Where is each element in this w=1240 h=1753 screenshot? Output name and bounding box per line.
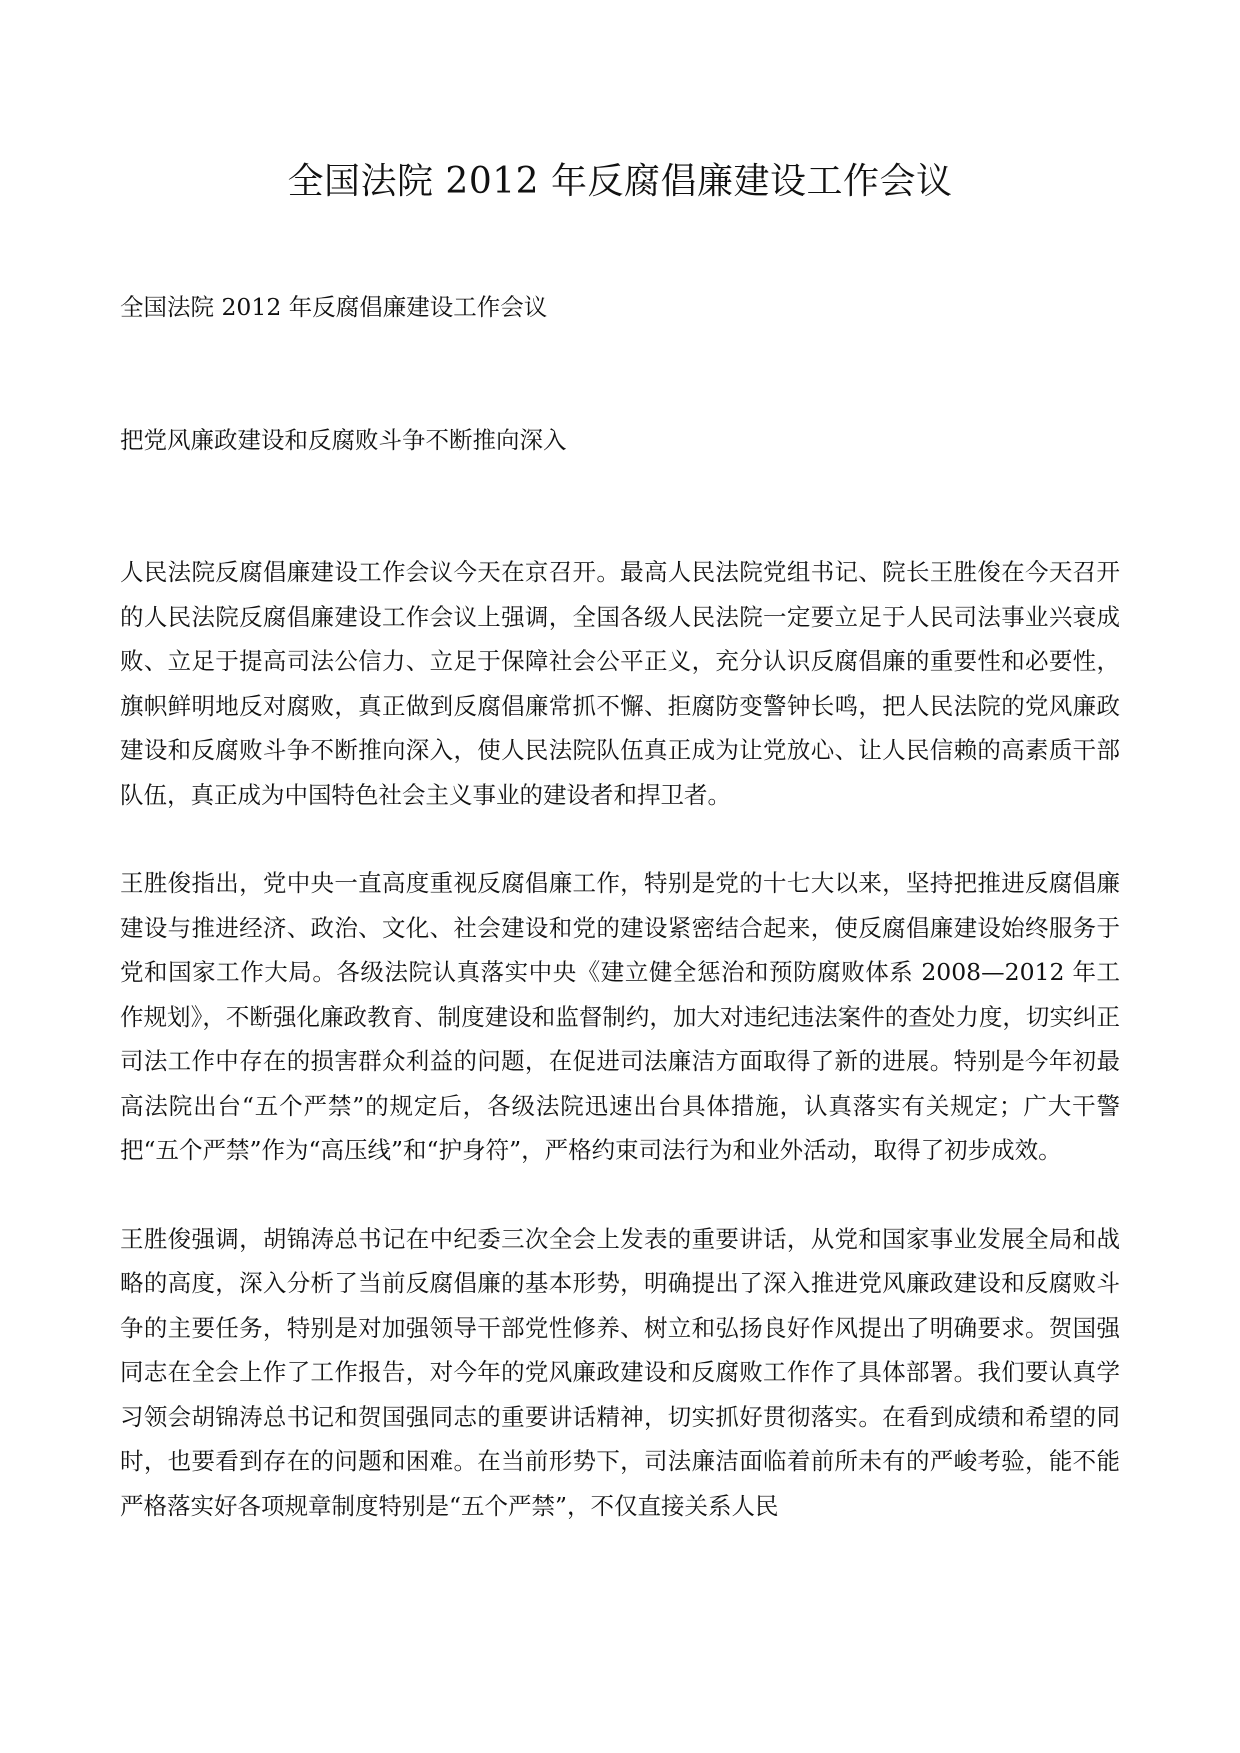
section-heading: 把党风廉政建设和反腐败斗争不断推向深入 bbox=[120, 425, 567, 454]
paragraph-1: 人民法院反腐倡廉建设工作会议今天在京召开。最高人民法院党组书记、院长王胜俊在今天召开的人民法院反腐倡廉建设工作会议上强调，全国各级人民法院一定要立足于人民司法事业兴衰成败、立足于提高司法公信力、立足于保障社会公平正义，充分认识反腐倡廉的重要性和必要性，旗帜鲜明地反对腐败，真正做到反腐倡廉常抓不懈、拒腐防变警钟长鸣，把人民法院的党风廉政建设和反腐败斗争不断推向深入，使人民法院队伍真正成为让党放心、让人民信赖的高素质干部队伍，真正成为中国特色社会主义事业的建设者和捍卫者。 bbox=[120, 558, 1120, 809]
paragraph-2: 王胜俊指出，党中央一直高度重视反腐倡廉工作，特别是党的十七大以来，坚持把推进反腐倡廉建设与推进经济、政治、文化、社会建设和党的建设紧密结合起来，使反腐倡廉建设始终服务于党和国家工作大局。各级法院认真落实中央《建立健全惩治和预防腐败体系 2008—2012 年工作规划》，不断强化廉政教育、制度建设和监督制约，加大对违纪违法案件的查处力度，切实纠正司法工作中存在的损害群众利益的问题，在促进司法廉洁方面取得了新的进展。特别是今年初最高法院出台“五个严禁”的规定后，各级法院迅速出台具体措施，认真落实有关规定；广大干警把“五个严禁”作为“高压线”和“护身符”，严格约束司法行为和业外活动，取得了初步成效。 bbox=[120, 869, 1120, 1164]
document-subtitle: 全国法院 2012 年反腐倡廉建设工作会议 bbox=[120, 293, 548, 321]
blank-line bbox=[120, 374, 1120, 418]
paragraph-3: 王胜俊强调，胡锦涛总书记在中纪委三次全会上发表的重要讲话，从党和国家事业发展全局和战略的高度，深入分析了当前反腐倡廉的基本形势，明确提出了深入推进党风廉政建设和反腐败斗争的主要任务，特别是对加强领导干部党性修养、树立和弘扬良好作风提出了明确要求。贺国强同志在全会上作了工作报告，对今年的党风廉政建设和反腐败工作作了具体部署。我们要认真学习领会胡锦涛总书记和贺国强同志的重要讲话精神，切实抓好贯彻落实。在看到成绩和希望的同时，也要看到存在的问题和困难。在当前形势下，司法廉洁面临着前所未有的严峻考验，能不能严格落实好各项规章制度特别是“五个严禁”，不仅直接关系人民 bbox=[120, 1224, 1120, 1520]
blank-line bbox=[120, 817, 1120, 861]
blank-line bbox=[120, 462, 1120, 506]
blank-line bbox=[120, 506, 1120, 550]
blank-line bbox=[120, 330, 1120, 374]
document-body bbox=[120, 285, 1120, 1528]
document-title: 全国法院 2012 年反腐倡廉建设工作会议 bbox=[287, 161, 953, 202]
blank-line bbox=[120, 1173, 1120, 1217]
